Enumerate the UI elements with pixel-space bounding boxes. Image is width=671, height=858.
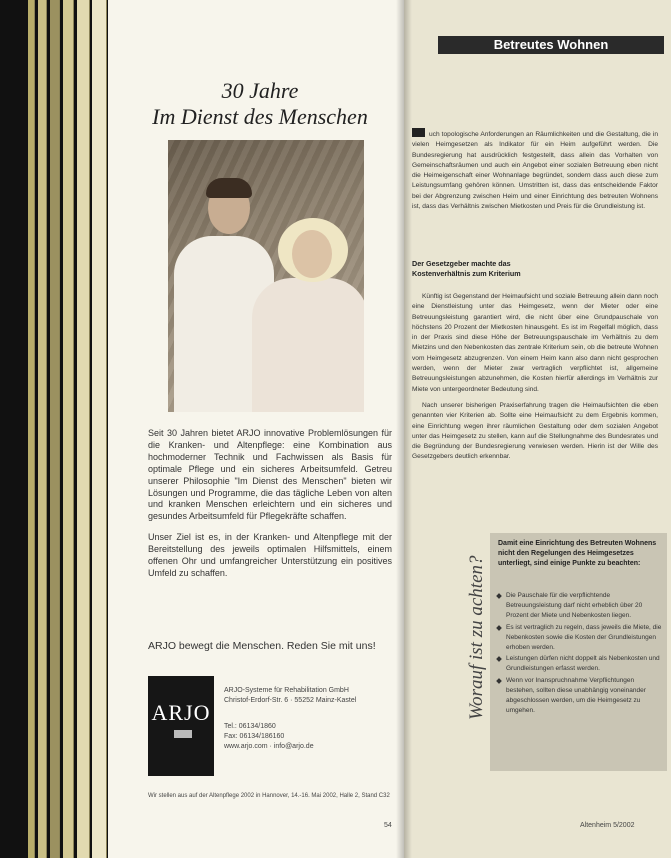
list-item [496, 654, 662, 674]
ad-title [120, 78, 400, 130]
article-intro [412, 128, 658, 212]
ad-paragraph: Unser Ziel ist es, in der Kranken- und Altenpflege mit der Bereitstellung des jeweils optimalen Hilfsmittels, einem offenen Ohr und umfangreicher Unterstützung ein positives Umfeld zu schaffen. [148, 532, 392, 578]
list-item-text: Es ist vertraglich zu regeln, dass jeweils die Miete, die Nebenkosten sowie die Kosten der Grundleistungen erhoben werden. [506, 623, 662, 651]
ad-title-line2: Im Dienst des Menschen [152, 104, 368, 129]
checklist-box [490, 533, 667, 771]
arjo-logo [148, 676, 214, 776]
page-number: 54 [384, 822, 392, 829]
list-item [496, 623, 662, 653]
diamond-bullet-icon [496, 678, 502, 684]
logo-tag [174, 730, 192, 738]
article-body [412, 292, 658, 469]
phone: Tel.: 06134/1860 [224, 723, 276, 730]
company-address: Christof-Erdorf-Str. 6 · 55252 Mainz-Kastel [224, 697, 357, 704]
article-paragraph: Nach unserer bisherigen Praxiserfahrung tragen die Heimaufsichten die eben genannten vier Kriterien ab. Sollte eine Heimaufsicht zu dem Ergebnis kommen, eine Einrichtung wegen ihrer räumlichen Gestaltung oder dem sozialen Angebot unter das Heimgesetz zu stellen, kann auf die Stellungnahme des Bundesrates und die Begründung der Bundesregierung verwiesen werden. Hierin ist der Wille des Gesetzgebers deutlich erkennbar. [412, 401, 658, 461]
list-item [496, 676, 662, 716]
logo-text: ARJO [151, 700, 211, 725]
fax: Fax: 06134/186160 [224, 733, 285, 740]
square-bullet-icon [412, 128, 425, 137]
ad-body [148, 428, 392, 589]
list-item-text: Wenn vor Inanspruchnahme Verpflichtungen bestehen, sollten diese unabhängig voneinander abgeschlossen werden, um die Heimgesetz zu umgehen. [506, 677, 646, 714]
book-spine [0, 0, 108, 858]
trade-fair-note: Wir stellen aus auf der Altenpflege 2002 in Hannover, 14.-16. Mai 2002, Halle 2, Stand C32 [148, 793, 390, 799]
company-name: ARJO-Systeme für Rehabilitation GmbH [224, 687, 349, 694]
ad-slogan: ARJO bewegt die Menschen. Reden Sie mit uns! [148, 640, 376, 652]
woman-figure [252, 278, 364, 412]
magazine-folio: Altenheim 5/2002 [580, 822, 635, 829]
ad-photo [168, 140, 364, 412]
list-item [496, 591, 662, 621]
sidebar-vertical-title: Worauf ist zu achten? [466, 555, 487, 720]
diamond-bullet-icon [496, 625, 502, 631]
subhead-line2: Kostenverhältnis zum Kriterium [412, 269, 521, 278]
ad-paragraph: Seit 30 Jahren bietet ARJO innovative Problemlösungen für die Kranken- und Altenpflege: eine Kombination aus hochmoderner Technik und Fachwissen als Basis für optimale Pflege und ein sicheres Arbeitsumfeld. Getreu unserer Philosophie "Im Dienst des Menschen" bieten wir Lösungen und Programme, die das tägliche Leben von alten und kranken Menschen erleichtern und ein sicheres und gesundes Arbeitsumfeld für Pflegekräfte schaffen. [148, 428, 392, 522]
section-label: Betreutes Wohnen [438, 36, 664, 54]
article-intro-text: uch topologische Anforderungen an Räumlichkeiten und die Gestaltung, die in vielen Heimgesetzen als Indikator für ein Heim aufgeführt werden. Die Bundesregierung hat ausdrücklich festgestellt, dass allein das Vorhalten von Gemeinschaftsräumen und auch ein Angebot einer sozialen Betreuung eben nicht die Heimeigenschaft einer Wohnanlage begründet, sondern dass auch diese zum Leistungsumfang gehören können. Umstritten ist, dass das entscheidende Faktor bei der Abgrenzung zwischen Heim und einer Einrichtung des betreuten Wohnens ist, dass das Verhältnis zwischen Mietkosten und Preis für die Grundleistung ist. [412, 131, 658, 211]
subhead-line1: Der Gesetzgeber machte das [412, 259, 511, 268]
article-paragraph: Künftig ist Gegenstand der Heimaufsicht und soziale Betreuung allein dann noch eine Dienstleistung unter das Heimgesetz, wenn der Mieter oder eine Betreuungsleistung garantiert wird, die nicht über eine Grundpauschale von höchstens 20 Prozent der Mietkosten hinausgeht. Es ist im Regelfall möglich, dass in der Praxis sind diese Höhe der Betreuungspauschale im Verhältnis zu dem Mietzins und den Nebenkosten das zentrale Kriterium sein, ob die betreute Wohnen vom Heimgesetz abzugrenzen. Von einem Heim kann also dann nicht gesprochen werden, wenn der Mieter zwar vertraglich verpflichtet ist, allgemeine Betreuungsleistungen abzunehmen, die Kosten hierfür allerdings im Verhältnis zur Miete von untergeordneter Bedeutung sind. [412, 293, 658, 393]
web-email: www.arjo.com · info@arjo.de [224, 743, 314, 750]
list-item-text: Die Pauschale für die verpflichtende Betreuungsleistung darf nicht erheblich über 20 Prozent der Miete und Nebenkosten liegen. [506, 592, 643, 619]
ad-title-line1: 30 Jahre [221, 78, 299, 103]
contact-block [224, 686, 400, 752]
diamond-bullet-icon [496, 593, 502, 599]
article-subhead [412, 259, 652, 279]
list-item-text: Leistungen dürfen nicht doppelt als Nebenkosten und Grundleistungen erfasst werden. [506, 655, 660, 673]
diamond-bullet-icon [496, 657, 502, 663]
checklist-heading: Damit eine Einrichtung des Betreuten Wohnens nicht den Regelungen des Heimgesetzes unterliegt, sind einige Punkte zu beachten: [498, 540, 657, 567]
checklist [496, 591, 662, 718]
